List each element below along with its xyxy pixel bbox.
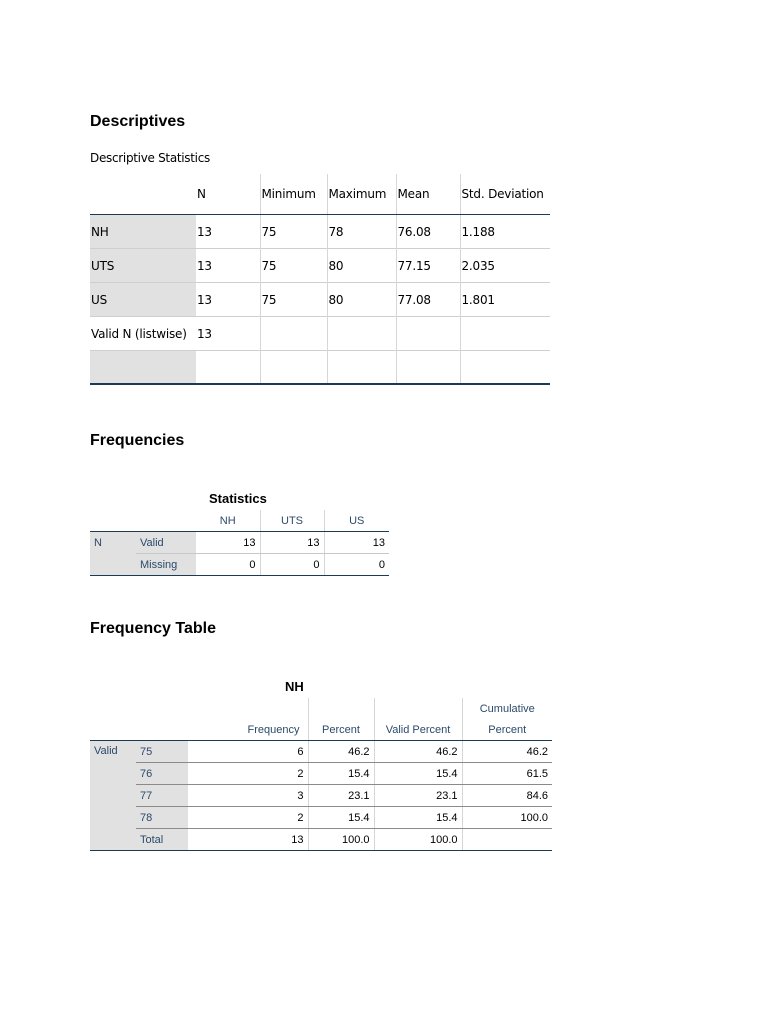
row-label-value: 77: [136, 785, 188, 807]
frequency-table-heading: Frequency Table: [90, 620, 216, 637]
cell-empty: [396, 351, 460, 385]
cell-minimum: 75: [260, 283, 327, 317]
table-row: [90, 741, 552, 763]
cell-maximum: 80: [327, 283, 396, 317]
row-label-uts: UTS: [90, 249, 196, 283]
cell-frequency: 13: [188, 829, 308, 851]
cell-maximum: 78: [327, 215, 396, 249]
table-header-row: [90, 719, 552, 741]
cell-frequency: 6: [188, 741, 308, 763]
descriptives-heading: Descriptives: [90, 113, 186, 130]
table-row: [90, 249, 550, 283]
corner-cell: [136, 510, 196, 532]
cell-maximum: 80: [327, 249, 396, 283]
cell-percent: 15.4: [308, 763, 374, 785]
cell-valid-percent: 46.2: [374, 741, 462, 763]
cell-std-deviation: 1.801: [460, 283, 550, 317]
descriptive-statistics-table: [90, 174, 550, 385]
cell-n: 13: [196, 249, 260, 283]
column-header-minimum: Minimum: [260, 174, 327, 215]
table-header-row: [90, 174, 550, 215]
cell-valid-percent: 15.4: [374, 807, 462, 829]
cell-empty: [327, 317, 396, 351]
row-group-valid: Valid: [90, 741, 136, 851]
cell-empty: [260, 317, 327, 351]
cell-n: 13: [196, 317, 260, 351]
cell-n: 13: [196, 283, 260, 317]
cell-value: 0: [324, 554, 389, 576]
cell-empty: [460, 351, 550, 385]
table-row: [90, 763, 552, 785]
row-label-value: 78: [136, 807, 188, 829]
column-header-frequency: Frequency: [188, 719, 308, 741]
corner-cell: [90, 174, 196, 215]
table-row-total: [90, 829, 552, 851]
table-header-row: [90, 698, 552, 719]
header-spacer: [188, 698, 308, 719]
cell-value: 13: [196, 532, 260, 554]
row-label-missing: Missing: [136, 554, 196, 576]
corner-cell: [90, 719, 136, 741]
cell-frequency: 3: [188, 785, 308, 807]
cell-cumulative-percent: 46.2: [462, 741, 552, 763]
frequencies-heading: Frequencies: [90, 432, 185, 449]
column-header-us: US: [324, 510, 389, 532]
nh-frequency-table: [90, 698, 552, 851]
cell-valid-percent: 15.4: [374, 763, 462, 785]
table-row: [90, 785, 552, 807]
column-header-nh: NH: [196, 510, 260, 532]
cell-value: 0: [260, 554, 324, 576]
cell-n: 13: [197, 224, 212, 239]
cell-cumulative-percent: 100.0: [462, 807, 552, 829]
row-label-us: US: [90, 283, 196, 317]
cell-std-deviation: 1.188: [460, 215, 550, 249]
column-header-maximum: Maximum: [327, 174, 396, 215]
corner-cell: [90, 510, 136, 532]
cell-cumulative-percent: 84.6: [462, 785, 552, 807]
row-label-valid: Valid: [136, 532, 196, 554]
cell-frequency: 2: [188, 763, 308, 785]
table-row: [90, 215, 550, 249]
row-label-nh: NH: [90, 215, 196, 249]
row-label-empty: [90, 351, 196, 385]
header-spacer: [374, 698, 462, 719]
cell-valid-percent: 23.1: [374, 785, 462, 807]
cell-empty: [460, 317, 550, 351]
cell-mean: 77.08: [396, 283, 460, 317]
descriptive-statistics-caption: Descriptive Statistics: [90, 151, 210, 165]
column-header-percent: Percent: [308, 719, 374, 741]
row-group-n: N: [90, 532, 136, 576]
cell-empty: [327, 351, 396, 385]
cell-mean: 77.15: [396, 249, 460, 283]
row-label-value: 75: [136, 741, 188, 763]
cell-percent: 46.2: [308, 741, 374, 763]
cell-percent: 23.1: [308, 785, 374, 807]
cell-frequency: 2: [188, 807, 308, 829]
row-label-value: 76: [136, 763, 188, 785]
column-header-std-deviation: Std. Deviation: [460, 174, 550, 215]
cell-valid-percent: 100.0: [374, 829, 462, 851]
cell-mean: 76.08: [396, 215, 460, 249]
column-header-valid-percent: Valid Percent: [374, 719, 462, 741]
column-header-cumulative-line1: Cumulative: [479, 702, 535, 715]
cell-minimum: 75: [260, 249, 327, 283]
cell-percent: 100.0: [308, 829, 374, 851]
row-label-valid-n: Valid N (listwise): [90, 317, 196, 351]
column-header-uts: UTS: [260, 510, 324, 532]
cell-value: 0: [196, 554, 260, 576]
nh-table-title: NH: [285, 679, 304, 694]
statistics-title: Statistics: [209, 491, 267, 506]
statistics-table: [90, 510, 389, 576]
cell-empty: [462, 829, 552, 851]
table-header-row: [90, 510, 389, 532]
corner-cell: [136, 719, 188, 741]
table-row: [90, 807, 552, 829]
column-header-cumulative-line2: Percent: [462, 719, 552, 741]
table-row: [90, 283, 550, 317]
cell-value: 13: [324, 532, 389, 554]
table-row: [90, 532, 389, 554]
cell-cumulative-percent: 61.5: [462, 763, 552, 785]
row-label-total: Total: [136, 829, 188, 851]
column-header-n: N: [196, 174, 260, 215]
header-spacer: [308, 698, 374, 719]
cell-value: 13: [260, 532, 324, 554]
corner-cell: [136, 698, 188, 719]
cell-percent: 15.4: [308, 807, 374, 829]
cell-minimum: 75: [260, 215, 327, 249]
corner-cell: [90, 698, 136, 719]
table-row-empty: [90, 351, 550, 385]
cell-empty: [396, 317, 460, 351]
cell-std-deviation: 2.035: [460, 249, 550, 283]
table-row: [90, 317, 550, 351]
column-header-mean: Mean: [396, 174, 460, 215]
cell-empty: [260, 351, 327, 385]
cell-empty: [196, 351, 260, 385]
